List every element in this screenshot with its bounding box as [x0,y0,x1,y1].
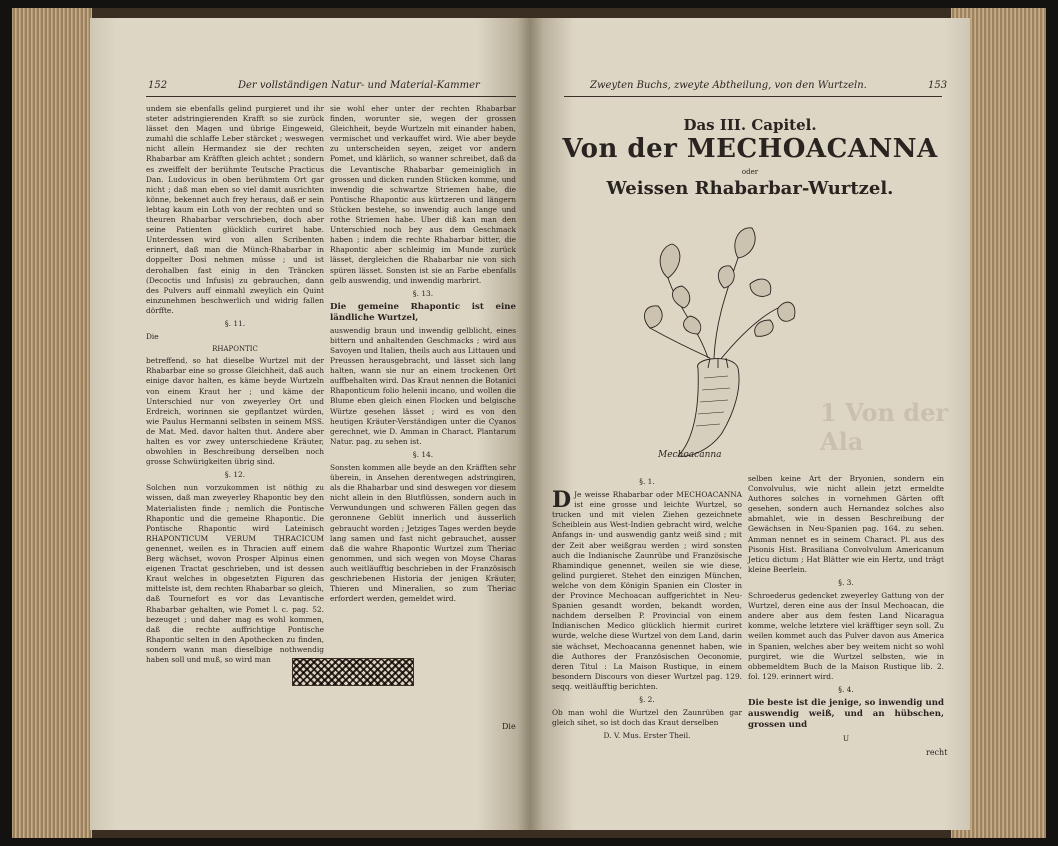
section-number: §. 2. [639,694,655,704]
paragraph: Schroederus gedencket zweyerley Gattung von der Wurtzel, deren eine aus der Insul Mechoacan, die andere aber aus dem festen Land Nicaragua komme, welche letztere viel kräfftiger seyn soll. Zu weilen kommet auch das Pulver davon aus America in Spanien, welches aber bey weitem nicht so wohl purgiret, wie die Wurtzel selbsten, wie in obbemeldtem Buch de la Maison Rustique lib. 2. fol. 129. erinnert wird. [748,591,944,681]
page-edges-left [12,8,92,838]
paragraph: betreffend, so hat dieselbe Wurtzel mit der Rhabarbar eine so grosse Gleichheit, daß auch einige davor halten, es käme beyde Wurtzeln von einem Kraut her ; und käme der Unterschied nur von zweyerley Ort und Erdreich, worinnen sie gepflantzet würden, wie Paulus Hermanni selbsten in seinem MSS. de Mat. Med. davor halten thut. Andere aber halten es vor zwey unterschiedene Kräuter, obwohlen in Beschreibung derselben noch grosse Schwürigkeiten übrig sind. [146,356,324,467]
header-rule [146,96,516,97]
title-conjunction: oder [741,168,759,176]
running-head: Zweyten Buchs, zweyte Abtheilung, von den Wurtzeln. [590,80,867,91]
illustration-caption: Mechoacanna [658,450,722,460]
paragraph: Solchen nun vorzukommen ist nöthig zu wissen, daß man zweyerley Rhapontic bey den Materialisten finde ; nemlich die Pontische Rhapontic und die gemeine Rhapontic. Die Pontische Rhapontic wird Lateinisch RHAPONTICUM VERUM THRACICUM genennet, weilen es in Thracien auff einem Berg wächset, wovon Prosper Alpinus einen eigenen Tractat geschrieben, und ist dessen Kraut welches in obgesetzten Figuren das mittelste ist, dem rechten Rhabarbar so gleich, daß Tournefort es vor das Levantische Rhabarbar gehalten, wie Pomet l. c. pag. 52. bezeuget ; und daher mag es wohl kommen, daß die rechte auffrichtige Pontische Rhapontic selten in den Apothecken zu finden, sondern wann man dieselbige nothwendig haben soll und muß, so wird man [146,483,324,664]
paragraph: Die beste ist die jenige, so inwendig und auswendig weiß, und an hübschen, grossen und [748,697,944,730]
emphasis-lead: Die gemeine Rhapontic ist eine ländliche Wurtzel, [330,301,516,323]
left-page [90,18,530,830]
right-page [530,18,970,830]
section-number: §. 4. [838,684,854,694]
text-column-2 [330,104,516,644]
paragraph: selben keine Art der Bryonien, sondern ein Convolvulus, wie nicht allein jetzt ermeldte Authores solches in vornehmen Gärten offt gesehen, sondern auch Hernandez solches also abmahlet, wie in dessen Beschreibung der Gewächsen in Neu-Spanien pag. 164. zu sehen. Amman nennet es in seinem Charact. Pl. aus des Pisonis Hist. Brasiliana Convolvulum Americanum Jeticu dictum ; Hat Blätter wie ein Hertz, und trägt kleine Beerlein. [748,474,944,574]
header-rule [564,96,942,97]
section-number: §. 14. [412,449,434,459]
drop-cap: D [552,487,572,514]
text-column-1 [146,104,324,664]
paragraph: sie wohl eher unter der rechten Rhabarbar finden, worunter sie, wegen der grossen Gleichheit, beyde Wurtzeln mit einander haben, vermischet und verkauffet wird. Wie aber beyde zu unterscheiden seyen, zeiget vor andern Pomet, und klärlich, so wanner schreibet, daß da die Levantische Rhabarbar gemeiniglich in grossen und dicken runden Stücken komme, und inwendig die schwartze Striemen habe, die Pontische Rhapontic aus kürtzeren und längern Stücken bestehe, so inwendig auch lange und rothe Striemen habe. Uber diß kan man den Unterschied noch bey aus dem Geschmack haben ; indem die rechte Rhabarbar bitter, die Rhapontic aber schleimig im Munde zurück lässet, dergleichen die Rhabarbar nie von sich spüren lässet. Sonsten ist sie an Farbe ebenfalls gelb auswendig, und inwendig marbrirt. [330,104,516,285]
section-number: §. 3. [838,577,854,587]
open-book [12,8,1046,838]
paragraph: Sonsten kommen alle beyde an den Kräfften sehr überein, in Ansehen derentwegen adstringiren, als die Rhabarbar und sind deswegen vor diesem nicht allein in den Blutflüssen, sondern auch in Verwundungen und schweren Fällen gegen das geronnene Geblüt innerlich und äusserlich gebraucht worden ; Jetziges Tages werden beyde lang samen und fast nicht gebrauchet, ausser daß die wahre Rhapontic Wurtzel zum Theriac genommen, und sich wegen von Moyse Charas auch weitläufftig beschrieben in der Französisch geschriebenen Historia der jenigen Kräuter, Thieren und Mineralien, so zum Theriac erfordert werden, gemeldet wird. [330,463,516,604]
subheading: RHAPONTIC [212,345,258,354]
catchword: recht [926,748,948,757]
chapter-subtitle: Weissen Rhabarbar-Wurtzel. [606,178,894,199]
page-number: 152 [148,80,168,91]
section-number: §. 11. [224,318,246,328]
signature-mark: U [842,733,850,743]
paragraph: auswendig braun und inwendig gelblicht, eines bittern und anhaltenden Geschmacks ; wird aus Savoyen und Italien, theils auch aus Littauen und Preussen herausgebracht, und lässet sich lang halten, wann sie nur an einem trockenen Ort auffbehalten wird. Das Kraut nennen die Botanici Rhaponticum folio helenii incano, und wollen die Blume eben gleich einen Flocken und belgische Würtze gesehen lässet ; wird es von den heutigen Kräuter-Verständigen unter die Cyanos gerechnet, wie D. Amman in Charact. Plantarum Natur. pag. zu sehen ist. [330,325,517,446]
initial-word: Die [146,332,159,342]
page-number: 153 [928,80,948,91]
catchword: Die [502,722,516,731]
signature-line: D. V. Mus. Erster Theil. [603,731,691,741]
text-column-2 [748,474,944,754]
chapter-heading: Das III. Capitel. [683,116,817,134]
section-number: §. 13. [412,288,434,298]
show-through-text: 1 Von der Ala [820,398,948,456]
ornament-band [292,658,414,686]
running-head: Der vollständigen Natur- und Material-Kammer [238,80,480,91]
paragraph: Ob man wohl die Wurtzel den Zaunrüben gar gleich sihet, so ist doch das Kraut derselben [552,708,742,728]
section-number: §. 12. [224,470,246,480]
paragraph [552,487,742,692]
text-column-1 [552,474,742,750]
mechoacanna-plant-illustration [638,218,798,468]
paragraph: undem sie ebenfalls gelind purgieret und ihr steter adstringierenden Krafft so sie zurück lässet den Magen und übrige Eingeweid, zumahl die schlaffe Leber stärcket ; weswegen nicht allein Hermandez sie der rechten Rhabarbar am Kräfften gleich achtet ; sondern es zweiffelt der berühmte Teutsche Practicus Dan. Ludovicus in oben berühmtem Ort gar nicht ; daß man eben so viel damit ausrichten könne, bekennet auch frey heraus, daß er sein lebtag kaum ein Loth von der rechten und so theuren Rhabarbar verschrieben, doch aber seine Patienten glücklich curiret habe. Unterdessen wird von allen Scribenten erinnert, daß man die Münch-Rhabarbar in doppelter Dosi nehmen müsse ; und ist derohalben fast einig in den Träncken (Decoctis und Infusis) zu gebrauchen, dann des Pulvers auff einmahl zweylich ein Quint einzunehmen beschwerlich und widrig fallen dörffte. [146,104,324,315]
section-number: §. 1. [639,477,655,486]
chapter-title: Von der MECHOACANNA [562,134,938,164]
paragraph-text: Je weisse Rhabarbar oder MECHOACANNA ist eine grosse und leichte Wurtzel, so trucken und mit vielen Ziehen gezeichnete Scheiblein aus West-Indien gebracht wird, welche Anfangs in- und auswendig gantz weiß sind ; mit der Zeit aber weißgrau werden ; wird sonsten auch die Indianische Zaunrübe und Französische Rhamindique genennet, weilen sie wie diese, gelind purgieret. Stehet den einzigen München, welche von dem Königin Spanien ein Closter in der Province Mechoacan auffgerichtet in Neu-Spanien gesandt worden, bekandt worden, nachdem derselben P. Provincial von einem Indianischen Medico glücklich hiermit curiret wurde, welche diese Wurtzel von dem Land, darin sie wächset, Mechoacanna genennet haben, wie die Authores der Französischen Oeconomie, deren Titul : La Maison Rustique, in einem besondern Discours von dieser Wurtzel pag. 129. seqq. weitläufftig berichten. [552,490,742,691]
